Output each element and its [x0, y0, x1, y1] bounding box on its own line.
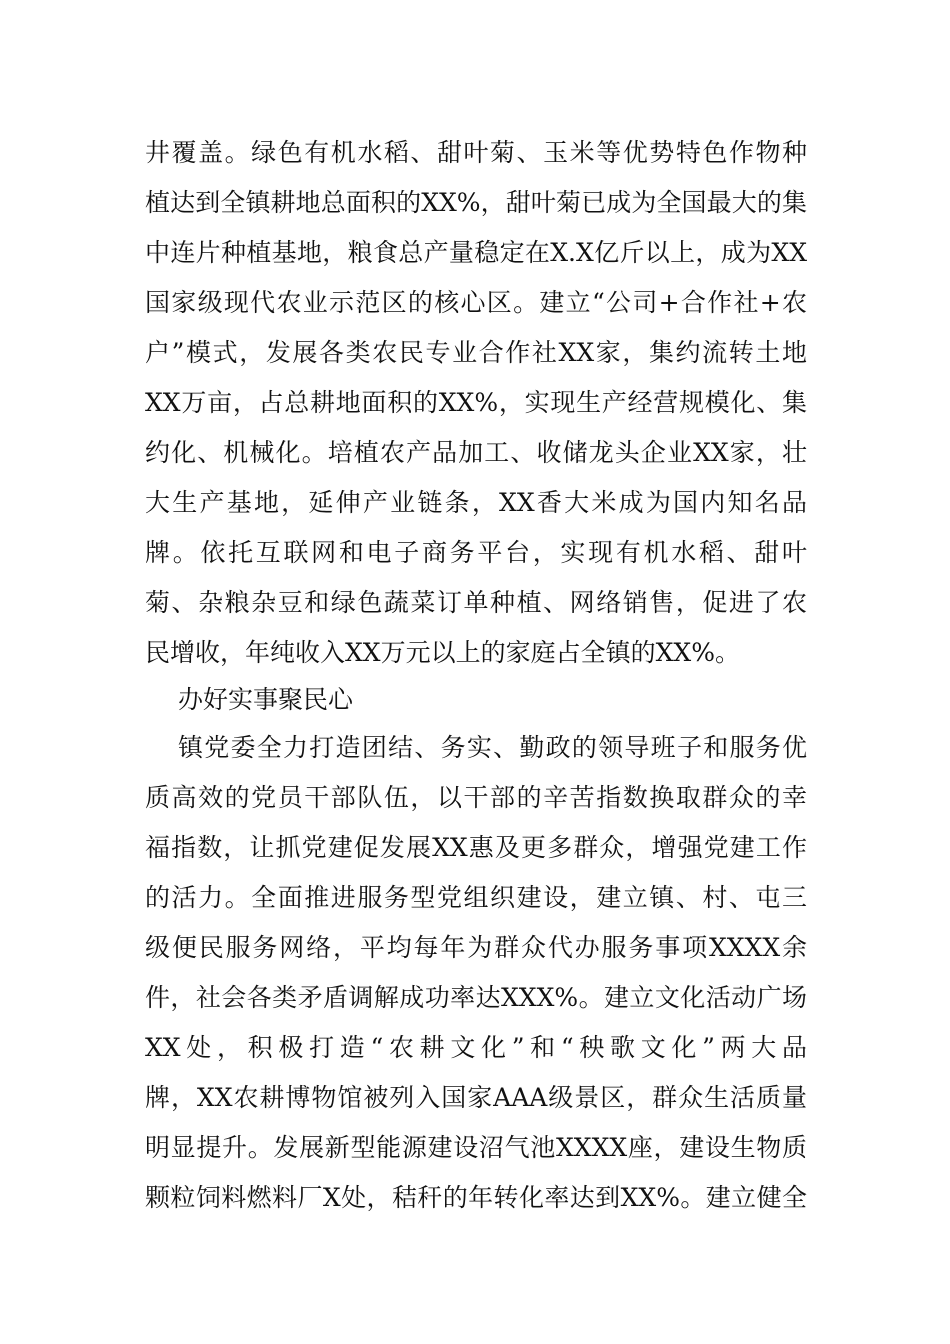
paragraph-2-line-7: XX处，积极打造“农耕文化”和“秧歌文化”两大品: [145, 1033, 807, 1062]
section-heading: 办好实事聚民心: [178, 685, 354, 714]
paragraph-2-line-10: 颗粒饲料燃料厂X处，秸秆的年转化率达到XX%。建立健全: [145, 1183, 807, 1212]
paragraph-1-line-1: 井覆盖。绿色有机水稻、甜叶菊、玉米等优势特色作物种: [145, 138, 807, 167]
paragraph-1-line-6: XX万亩，占总耕地面积的XX%，实现生产经营规模化、集: [145, 388, 807, 417]
paragraph-2-line-9: 明显提升。发展新型能源建设沼气池XXXX座，建设生物质: [145, 1133, 807, 1162]
paragraph-2-line-8: 牌，XX农耕博物馆被列入国家AAA级景区，群众生活质量: [145, 1083, 807, 1112]
paragraph-2-line-2: 质高效的党员干部队伍，以干部的辛苦指数换取群众的幸: [145, 783, 807, 812]
paragraph-2-line-6: 件，社会各类矛盾调解成功率达XXX%。建立文化活动广场: [145, 983, 807, 1012]
paragraph-2-line-5: 级便民服务网络，平均每年为群众代办服务事项XXXX余: [145, 933, 807, 962]
paragraph-1-line-9: 牌。依托互联网和电子商务平台，实现有机水稻、甜叶: [145, 538, 807, 567]
paragraph-2-line-4: 的活力。全面推进服务型党组织建设，建立镇、村、屯三: [145, 883, 807, 912]
paragraph-1-line-8: 大生产基地，延伸产业链条，XX香大米成为国内知名品: [145, 488, 807, 517]
paragraph-2-line-1: 镇党委全力打造团结、务实、勤政的领导班子和服务优: [178, 733, 807, 762]
paragraph-1-line-11: 民增收，年纯收入XX万元以上的家庭占全镇的XX%。: [145, 638, 740, 667]
paragraph-1-line-3: 中连片种植基地，粮食总产量稳定在X.X亿斤以上，成为XX: [145, 238, 807, 267]
paragraph-1-line-7: 约化、机械化。培植农产品加工、收储龙头企业XX家，壮: [145, 438, 807, 467]
paragraph-1-line-2: 植达到全镇耕地总面积的XX%，甜叶菊已成为全国最大的集: [145, 188, 807, 217]
paragraph-1-line-5: 户”模式，发展各类农民专业合作社XX家，集约流转土地: [145, 338, 807, 367]
paragraph-1-line-4: 国家级现代农业示范区的核心区。建立“公司+合作社+农: [145, 288, 807, 317]
paragraph-1-line-10: 菊、杂粮杂豆和绿色蔬菜订单种植、网络销售，促进了农: [145, 588, 807, 617]
paragraph-2-line-3: 福指数，让抓党建促发展XX惠及更多群众，增强党建工作: [145, 833, 807, 862]
